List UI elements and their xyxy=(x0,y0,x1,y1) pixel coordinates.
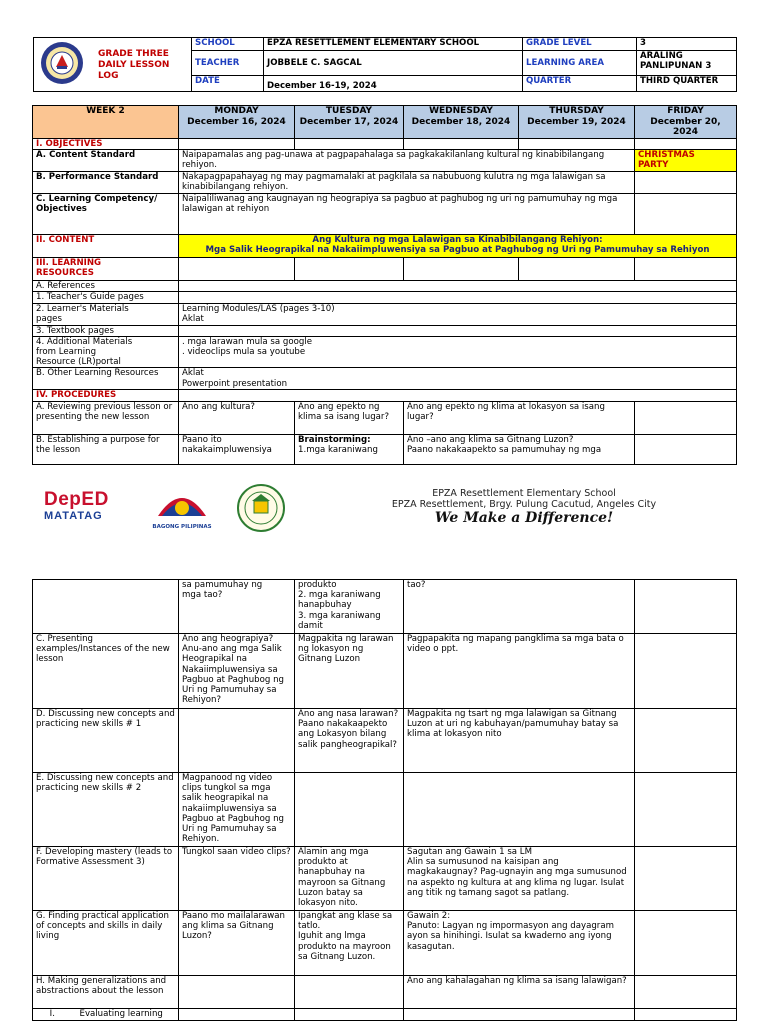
table-row xyxy=(33,1009,737,1021)
table-row xyxy=(33,911,737,976)
row1-monday: Ano ang heograpiya? Anu-ano ang mga Salik Heograpikal na Nakaiimpluwensiya sa Pagbuo at Paghubog ng Uri ng Pamumuhay sa Rehiyon? xyxy=(179,634,295,709)
lesson-log-title: GRADE THREE DAILY LESSON LOG xyxy=(98,49,170,81)
learning-resources-heading: III. LEARNING RESOURCES xyxy=(33,258,179,281)
deped-logo-text: DepED xyxy=(44,489,109,510)
page2-section xyxy=(32,579,737,1021)
row3-tuesday xyxy=(295,773,404,847)
row2-label: D. Discussing new concepts and practicing new skills # 1 xyxy=(33,709,179,773)
footer-school-name: EPZA Resettlement Elementary School xyxy=(432,488,616,499)
row5-tuesday: Ipangkat ang klase sa tatlo. Iguhit ang lmga produkto na mayroon sa Gitnang Luzon. xyxy=(295,911,404,976)
purpose-wednesday: Ano –ano ang klima sa Gitnang Luzon? Paano nakakaapekto sa pamumuhay ng mga xyxy=(404,434,635,464)
header-section xyxy=(33,37,737,92)
lesson-plan-section xyxy=(32,105,737,465)
purpose-monday: Paano ito nakakaimpluwensiya xyxy=(179,434,295,464)
row7-label: I. Evaluating learning xyxy=(33,1009,179,1021)
school-banner xyxy=(360,488,688,527)
table-row xyxy=(33,847,737,911)
lesson-plan-table xyxy=(32,105,737,465)
teachers-guide-label: 1. Teacher's Guide pages xyxy=(33,292,179,303)
additional-materials-label: 4. Additional Materials from Learning Resource (LR)portal xyxy=(33,336,179,368)
bagong-pilipinas-text: BAGONG PILIPINAS xyxy=(152,524,212,530)
bagong-pilipinas-emblem-icon xyxy=(154,486,210,520)
references-label: A. References xyxy=(33,281,179,292)
quarter-label: QUARTER xyxy=(523,76,637,92)
footer-motto: We Make a Difference! xyxy=(434,510,614,526)
day-monday: MONDAY December 16, 2024 xyxy=(179,106,295,139)
school-seal-logo xyxy=(237,484,285,532)
grade-level-value: 3 xyxy=(637,38,737,51)
header-table xyxy=(33,37,737,92)
day-friday: FRIDAY December 20, 2024 xyxy=(635,106,737,139)
review-monday: Ano ang kultura? xyxy=(179,401,295,434)
date-value: December 16-19, 2024 xyxy=(264,76,523,92)
teacher-label: TEACHER xyxy=(192,51,264,76)
content-topic xyxy=(179,235,737,258)
table-row xyxy=(33,709,737,773)
competency-label: C. Learning Competency/ Objectives xyxy=(33,194,179,235)
row5-label: G. Finding practical application of concepts and skills in daily living xyxy=(33,911,179,976)
content-standard-label: A. Content Standard xyxy=(33,150,179,172)
review-tuesday: Ano ang epekto ng klima sa isang lugar? xyxy=(295,401,404,434)
row1-wednesday: Pagpapakita ng mapang pangklima sa mga bata o video o ppt. xyxy=(404,634,635,709)
performance-standard-text: Nakapagpapahayag ng may pagmamalaki at pagkilala sa nabubuong kulutra ng mga lalawigan sa kinabibilangang rehiyon. xyxy=(179,172,635,194)
row6-tuesday xyxy=(295,976,404,1009)
learners-materials-label: 2. Learner's Materials pages xyxy=(33,303,179,325)
content-topic-line2: Mga Salik Heograpikal na Nakaiimpluwensiya sa Pagbuo at Paghubog ng Uri ng Pamumuhay sa Rehiyon xyxy=(205,245,710,256)
table-row xyxy=(33,976,737,1009)
christmas-party-cell: CHRISTMAS PARTY xyxy=(635,150,737,172)
review-wednesday: Ano ang epekto ng klima at lokasyon sa isang lugar? xyxy=(404,401,635,434)
deped-logo xyxy=(44,490,128,522)
objectives-heading: I. OBJECTIVES xyxy=(33,139,179,150)
footer-address: EPZA Resettlement, Brgy. Pulung Cacutud, Angeles City xyxy=(391,499,657,510)
learning-area-label: LEARNING AREA xyxy=(523,51,637,76)
bagong-pilipinas-logo xyxy=(145,486,219,531)
learning-area-value: ARALING PANLIPUNAN 3 xyxy=(637,51,737,76)
row0-wednesday: tao? xyxy=(404,580,635,634)
table-row xyxy=(33,773,737,847)
row3-wednesday xyxy=(404,773,635,847)
row4-monday: Tungkol saan video clips? xyxy=(179,847,295,911)
row0-tuesday: produkto 2. mga karaniwang hanapbuhay 3. mga karaniwang damit xyxy=(295,580,404,634)
other-resources-value: Aklat Powerpoint presentation xyxy=(179,368,737,390)
quarter-value: THIRD QUARTER xyxy=(637,76,737,92)
row1-label: C. Presenting examples/Instances of the new lesson xyxy=(33,634,179,709)
performance-standard-label: B. Performance Standard xyxy=(33,172,179,194)
days-header-row xyxy=(33,106,737,139)
grade-level-label: GRADE LEVEL xyxy=(523,38,637,51)
date-label: DATE xyxy=(192,76,264,92)
matatag-text: MATATAG xyxy=(44,510,103,522)
competency-text: Naipaliliwanag ang kaugnayan ng heograpiya sa pagbuo at paghubog ng uri ng pamumuhay ng mga lalawigan at rehiyon xyxy=(179,194,635,235)
textbook-label: 3. Textbook pages xyxy=(33,325,179,336)
purpose-tuesday: Brainstorming: 1.mga karaniwang xyxy=(295,434,404,464)
content-heading: II. CONTENT xyxy=(33,235,179,258)
review-label: A. Reviewing previous lesson or presenting the new lesson xyxy=(33,401,179,434)
day-wednesday: WEDNESDAY December 18, 2024 xyxy=(404,106,519,139)
footer-banner xyxy=(32,482,736,534)
row5-monday: Paano mo mailalarawan ang klima sa Gitnang Luzon? xyxy=(179,911,295,976)
content-topic-line1: Ang Kultura ng mga Lalawigan sa Kinabibilangang Rehiyon: xyxy=(312,235,603,246)
header-logo-cell xyxy=(34,38,192,92)
school-label: SCHOOL xyxy=(192,38,264,51)
week-label: WEEK 2 xyxy=(33,106,179,139)
page2-table xyxy=(32,579,737,1021)
additional-materials-value: . mga larawan mula sa google . videoclips mula sa youtube xyxy=(179,336,737,368)
row2-wednesday: Magpakita ng tsart ng mga lalawigan sa Gitnang Luzon at uri ng kabuhayan/pamumuhay batay sa klima at lokasyon nito xyxy=(404,709,635,773)
table-row xyxy=(33,634,737,709)
day-tuesday: TUESDAY December 17, 2024 xyxy=(295,106,404,139)
row5-wednesday: Gawain 2: Panuto: Lagyan ng impormasyon ang dayagram ayon sa hinihingi. Isulat sa kwaderno ang iyong kasagutan. xyxy=(404,911,635,976)
row6-wednesday: Ano ang kahalagahan ng klima sa isang lalawigan? xyxy=(404,976,635,1009)
procedures-heading: IV. PROCEDURES xyxy=(33,390,179,401)
row4-wednesday: Sagutan ang Gawain 1 sa LM Alin sa sumusunod na kaisipan ang magkakaugnay? Pag-ugnayin ang mga sumusunod na aspekto ng kultura at ang klima ng lugar. Isulat ang titik ng tamang sagot sa patlang. xyxy=(404,847,635,911)
row2-monday xyxy=(179,709,295,773)
row3-monday: Magpanood ng video clips tungkol sa mga salik heograpikal na nakaiimpluwensiya sa Pagbuo at Pagbuhog ng Uri ng Pamumuhay sa Rehiyon. xyxy=(179,773,295,847)
row0-monday: sa pamumuhay ng mga tao? xyxy=(179,580,295,634)
row6-label: H. Making generalizations and abstractions about the lesson xyxy=(33,976,179,1009)
row2-tuesday: Ano ang nasa larawan? Paano nakakaapekto ang Lokasyon bilang salik pangheograpikal? xyxy=(295,709,404,773)
deped-seal-logo xyxy=(40,41,84,85)
day-thursday: THURSDAY December 19, 2024 xyxy=(519,106,635,139)
learners-materials-value: Learning Modules/LAS (pages 3-10) Aklat xyxy=(179,303,737,325)
row6-monday xyxy=(179,976,295,1009)
row4-label: F. Developing mastery (leads to Formative Assessment 3) xyxy=(33,847,179,911)
purpose-label: B. Establishing a purpose for the lesson xyxy=(33,434,179,464)
row4-tuesday: Alamin ang mga produkto at hanapbuhay na mayroon sa Gitnang Luzon batay sa lokasyon nito. xyxy=(295,847,404,911)
teacher-value: JOBBELE C. SAGCAL xyxy=(264,51,523,76)
other-resources-label: B. Other Learning Resources xyxy=(33,368,179,390)
content-standard-text: Naipapamalas ang pag-unawa at pagpapahalaga sa pagkakakilanlang kultural ng kinabibilangang rehiyon. xyxy=(179,150,635,172)
school-value: EPZA RESETTLEMENT ELEMENTARY SCHOOL xyxy=(264,38,523,51)
row3-label: E. Discussing new concepts and practicing new skills # 2 xyxy=(33,773,179,847)
row1-tuesday: Magpakita ng larawan ng lokasyon ng Gitnang Luzon xyxy=(295,634,404,709)
table-row xyxy=(33,580,737,634)
